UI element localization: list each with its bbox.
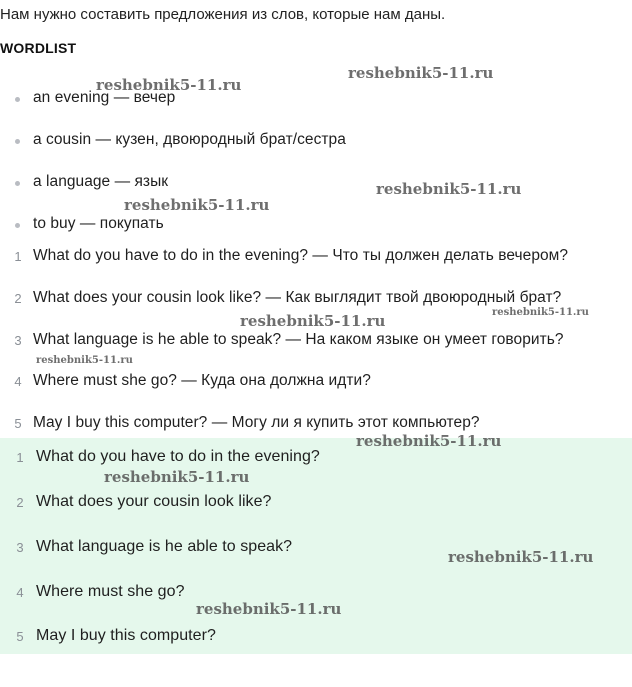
translation-text: What does your cousin look like? — Как выглядит твой двоюродный брат?	[33, 289, 562, 306]
answer-text: What language is he able to speak?	[36, 538, 293, 555]
watermark: reshebnik5-11.ru	[124, 196, 270, 214]
watermark: reshebnik5-11.ru	[96, 76, 242, 94]
answer-text: What does your cousin look like?	[36, 493, 272, 510]
wordlist-item-text: to buy — покупать	[33, 215, 164, 232]
intro-text: Нам нужно составить предложения из слов, которые нам даны.	[0, 6, 446, 23]
item-number: 3	[16, 540, 24, 555]
item-number: 1	[16, 450, 24, 465]
watermark: reshebnik5-11.ru	[356, 432, 502, 450]
translation-text: May I buy this computer? — Могу ли я купить этот компьютер?	[33, 414, 480, 431]
translation-text: What do you have to do in the evening? — Что ты должен делать вечером?	[33, 247, 569, 264]
answer-text: May I buy this computer?	[36, 627, 216, 644]
item-number: 5	[16, 629, 24, 644]
bullet-icon	[15, 97, 20, 102]
watermark: reshebnik5-11.ru	[348, 64, 494, 82]
watermark: reshebnik5-11.ru	[448, 548, 594, 566]
watermark: reshebnik5-11.ru	[104, 468, 250, 486]
watermark: reshebnik5-11.ru	[36, 355, 133, 366]
item-number: 1	[14, 249, 22, 264]
watermark: reshebnik5-11.ru	[240, 312, 386, 330]
wordlist-item-text: an evening — вечер	[33, 89, 176, 106]
item-number: 3	[14, 333, 22, 348]
bullet-icon	[15, 223, 20, 228]
wordlist-heading: WORDLIST	[0, 40, 77, 56]
translation-text: Where must she go? — Куда она должна идти?	[33, 372, 371, 389]
bullet-icon	[15, 139, 20, 144]
item-number: 2	[14, 291, 22, 306]
wordlist-item-text: a cousin — кузен, двоюродный брат/сестра	[33, 131, 346, 148]
translation-text: What language is he able to speak? — На каком языке он умеет говорить?	[33, 331, 564, 348]
watermark: reshebnik5-11.ru	[492, 307, 589, 318]
answer-text: Where must she go?	[36, 583, 185, 600]
item-number: 2	[16, 495, 24, 510]
item-number: 4	[14, 374, 22, 389]
wordlist-item-text: a language — язык	[33, 173, 169, 190]
watermark: reshebnik5-11.ru	[376, 180, 522, 198]
item-number: 5	[14, 416, 22, 431]
answer-text: What do you have to do in the evening?	[36, 448, 320, 465]
bullet-icon	[15, 181, 20, 186]
watermark: reshebnik5-11.ru	[196, 600, 342, 618]
item-number: 4	[16, 585, 24, 600]
